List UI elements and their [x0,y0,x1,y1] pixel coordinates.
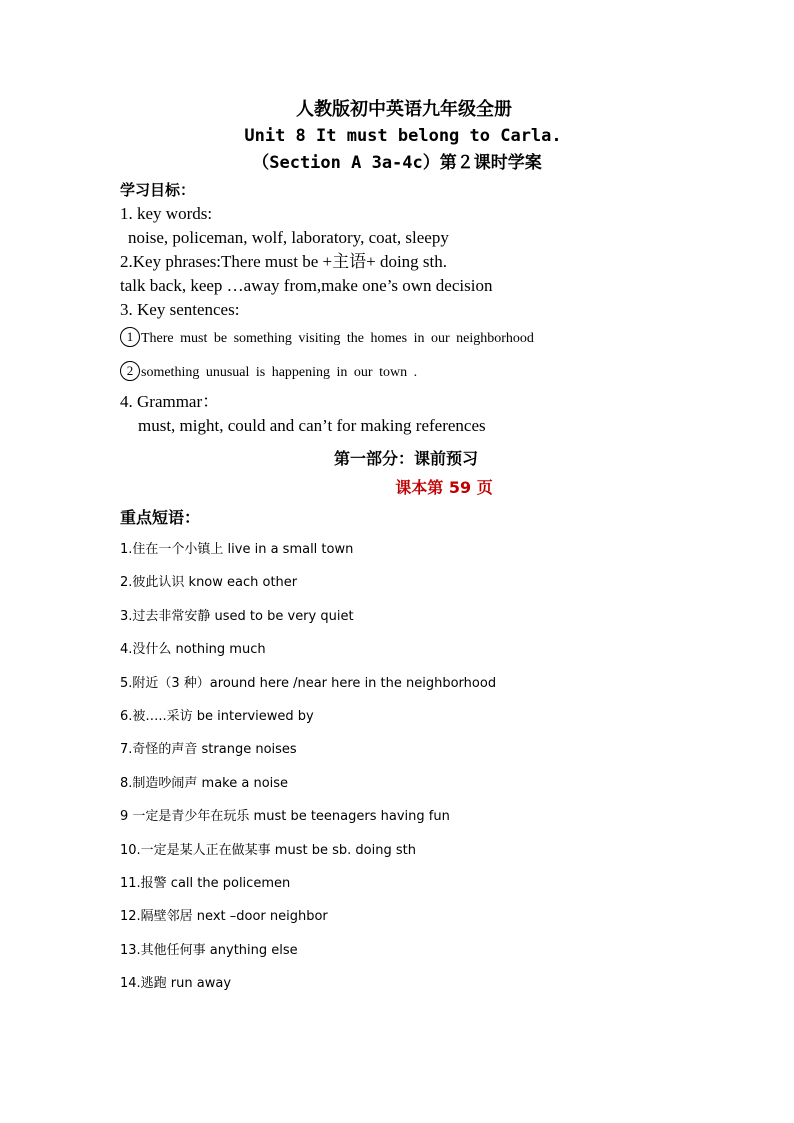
circled-number-2: 2 [120,361,140,381]
textbook-page-reference: 课本第 59 页 [395,478,493,497]
list-item: 4.没什么 nothing much [120,642,266,658]
key-phrases-label: 2.Key phrases:There must be +主语+ doing sth. [120,252,448,271]
key-phrases-heading: 重点短语： [120,508,201,527]
key-sentence-text: something unusual is happening in our town . [141,365,418,380]
title-section: （Section A 3a-4c）第２课时学案 [252,153,542,173]
list-item: 2.彼此认识 know each other [120,575,298,591]
key-words: noise, policeman, wolf, laboratory, coat, sleepy [128,228,449,247]
key-sentence-text: There must be something visiting the homes in our neighborhood [141,331,534,346]
list-item: 13.其他任何事 anything else [120,942,298,958]
grammar-text: must, might, could and can’t for making references [138,416,486,435]
objectives-heading: 学习目标： [120,181,196,199]
learning-objectives [120,178,760,438]
list-item: 10.一定是某人正在做某事 must be sb. doing sth [120,842,416,858]
title-textbook: 人教版初中英语九年级全册 [296,99,512,120]
list-item: 8.制造吵闹声 make a noise [120,775,289,791]
title-unit: Unit 8 It must belong to Carla. [244,126,562,146]
part-one-heading: 第一部分：课前预习 [333,449,478,468]
list-item: 14.逃跑 run away [120,976,232,992]
list-item: 3.过去非常安静 used to be very quiet [120,608,354,624]
key-phrases: talk back, keep …away from,make one’s own decision [120,276,493,295]
key-sentences-label: 3. Key sentences: [120,300,240,319]
list-item: 7.奇怪的声音 strange noises [120,742,297,758]
key-words-label: 1. key words: [120,204,213,223]
list-item: 6.被…..采访 be interviewed by [120,708,314,724]
key-sentence-2 [120,356,760,390]
list-item: 11.报警 call the policemen [120,875,291,891]
key-sentence-1 [120,322,760,356]
list-item: 5.附近（3 种）around here /near here in the neighborhood [120,675,497,691]
grammar-label: 4. Grammar： [120,392,220,411]
key-phrases-list [120,537,760,1004]
list-item: 1.住在一个小镇上 live in a small town [120,542,354,557]
list-item: 12.隔壁邻居 next –door neighbor [120,909,328,925]
document-title [0,97,794,177]
circled-number-1: 1 [120,327,140,347]
list-item: 9 一定是青少年在玩乐 must be teenagers having fun [120,809,450,825]
